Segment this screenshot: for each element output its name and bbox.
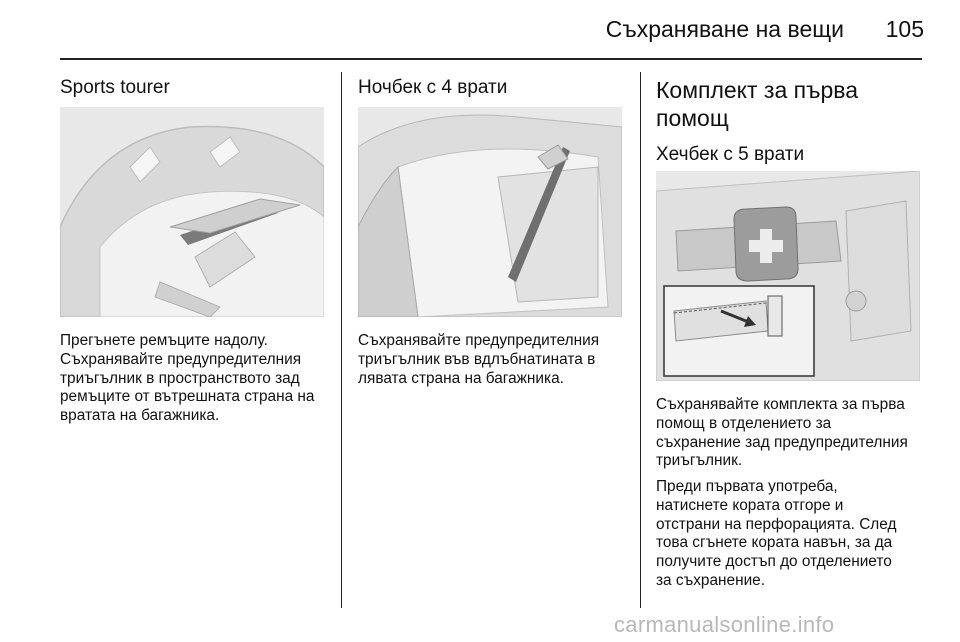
page-number: 105 — [885, 16, 924, 42]
section-heading: Ночбек с 4 врати — [358, 77, 508, 98]
paragraph: Съхранявайте предупредителния триъгълник във вдлъбнатината в лявата страна на багажника. — [358, 332, 600, 387]
illustration-first-aid-compartment — [656, 171, 920, 381]
page-header-title: Съхраняване на вещи — [605, 16, 844, 42]
watermark: carmanualsonline.info — [614, 612, 835, 637]
section-subheading: Хечбек с 5 врати — [656, 144, 805, 165]
column-divider — [640, 72, 641, 608]
paragraph: Преди първата употреба, натиснете кората отгоре и отстрани на перфорацията. След това сгънете кората навън, за да получите достъп до отделението за съхранение. — [656, 478, 897, 589]
illustration-tailgate-straps — [60, 107, 324, 317]
paragraph: Прегънете ремъците надолу. Съхранявайте предупредителния триъгълник в пространството зад ремъците от вътрешната страна на вратата на багажника. — [60, 332, 315, 425]
column-divider — [341, 72, 342, 608]
header-rule — [60, 58, 922, 60]
paragraph: Съхранявайте комплекта за първа помощ в отделението за съхранение зад предупредителния триъгълник. — [656, 396, 908, 470]
section-heading: Sports tourer — [60, 77, 170, 98]
section-title: Комплект за първа помощ — [656, 77, 859, 131]
illustration-trunk-recess — [358, 107, 622, 317]
